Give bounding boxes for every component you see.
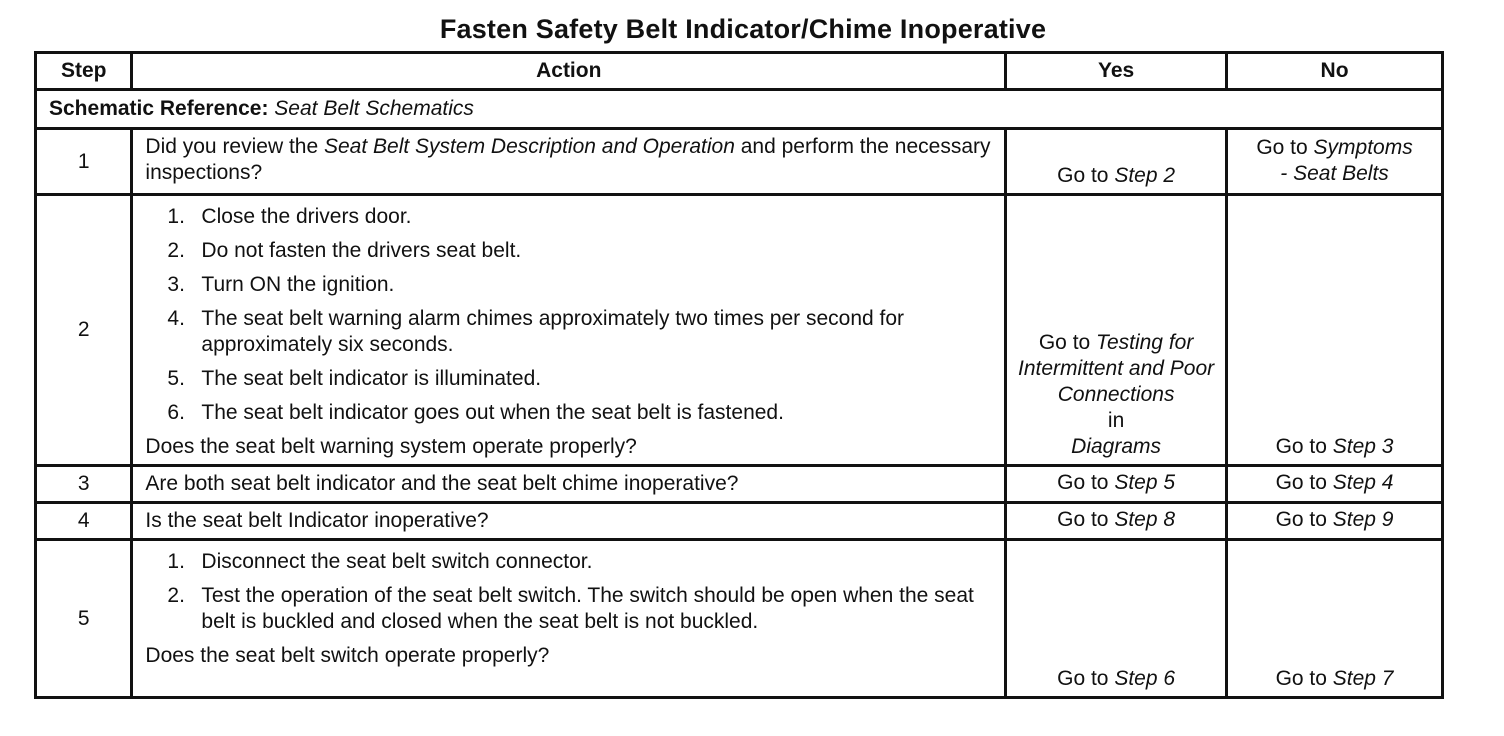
result-prefix: Go to bbox=[1057, 164, 1115, 187]
no-link[interactable]: Step 3 bbox=[1332, 435, 1394, 458]
step-action bbox=[132, 129, 1006, 195]
item-number: 2. bbox=[167, 239, 185, 262]
no-result bbox=[1227, 540, 1443, 698]
step-action bbox=[132, 195, 1006, 466]
list-item bbox=[167, 400, 994, 426]
page-title: Fasten Safety Belt Indicator/Chime Inoperative bbox=[439, 14, 1047, 44]
schematic-reference bbox=[36, 90, 1443, 129]
list-item bbox=[167, 204, 994, 230]
action-reference[interactable]: Seat Belt System Description and Operation bbox=[324, 135, 735, 158]
no-link[interactable]: Step 9 bbox=[1332, 508, 1394, 531]
result-prefix: Go to bbox=[1057, 667, 1115, 690]
result-prefix: Go to bbox=[1275, 508, 1333, 531]
result-prefix: Go to bbox=[1038, 331, 1097, 354]
list-item bbox=[167, 366, 994, 392]
step-number: 4 bbox=[36, 503, 132, 540]
step-number: 3 bbox=[36, 466, 132, 503]
action-text: and perform the necessary inspections? bbox=[145, 135, 991, 184]
step-number: 1 bbox=[36, 129, 132, 195]
item-text: The seat belt indicator is illuminated. bbox=[201, 367, 542, 390]
step-question: Does the seat belt warning system operate properly? bbox=[145, 435, 637, 458]
result-prefix: Go to bbox=[1057, 508, 1115, 531]
header-action: Action bbox=[132, 53, 1006, 90]
header-row bbox=[36, 53, 1443, 90]
no-link[interactable]: Step 7 bbox=[1332, 667, 1394, 690]
item-number: 6. bbox=[167, 401, 185, 424]
list-item bbox=[167, 583, 994, 635]
instruction-list bbox=[145, 549, 994, 635]
result-prefix: Go to bbox=[1275, 471, 1333, 494]
no-result bbox=[1227, 466, 1443, 503]
step-action: Are both seat belt indicator and the seat belt chime inoperative? bbox=[132, 466, 1006, 503]
yes-link[interactable]: Step 5 bbox=[1114, 471, 1176, 494]
list-item bbox=[167, 238, 994, 264]
table-row bbox=[36, 503, 1443, 540]
instruction-list bbox=[145, 204, 994, 426]
step-question: Does the seat belt switch operate properly? bbox=[145, 644, 550, 667]
yes-link[interactable]: Step 2 bbox=[1114, 164, 1176, 187]
list-item bbox=[167, 272, 994, 298]
table-row bbox=[36, 195, 1443, 466]
schematic-reference-label: Schematic Reference: bbox=[49, 97, 269, 120]
table-row bbox=[36, 466, 1443, 503]
result-prefix: Go to bbox=[1275, 667, 1333, 690]
list-item bbox=[167, 306, 994, 358]
yes-link[interactable]: Testing for Intermittent and Poor Connections bbox=[1018, 331, 1215, 406]
item-number: 2. bbox=[167, 584, 185, 607]
result-prefix: Go to bbox=[1057, 471, 1115, 494]
table-row bbox=[36, 129, 1443, 195]
no-result bbox=[1227, 503, 1443, 540]
yes-result bbox=[1006, 540, 1227, 698]
header-yes: Yes bbox=[1006, 53, 1227, 90]
action-text: Did you review the bbox=[145, 135, 324, 158]
step-action bbox=[132, 540, 1006, 698]
table-row bbox=[36, 540, 1443, 698]
yes-link[interactable]: Step 8 bbox=[1114, 508, 1176, 531]
item-text: Close the drivers door. bbox=[201, 205, 412, 228]
header-step: Step bbox=[36, 53, 132, 90]
item-number: 1. bbox=[167, 205, 185, 228]
no-link[interactable]: Step 4 bbox=[1332, 471, 1394, 494]
list-item bbox=[167, 549, 994, 575]
step-action: Is the seat belt Indicator inoperative? bbox=[132, 503, 1006, 540]
no-result bbox=[1227, 195, 1443, 466]
item-number: 4. bbox=[167, 307, 185, 330]
yes-result bbox=[1006, 466, 1227, 503]
result-prefix: Go to bbox=[1275, 435, 1333, 458]
yes-result bbox=[1006, 129, 1227, 195]
step-number: 5 bbox=[36, 540, 132, 698]
schematic-reference-row bbox=[36, 90, 1443, 129]
yes-result bbox=[1006, 503, 1227, 540]
item-text: Do not fasten the drivers seat belt. bbox=[201, 239, 522, 262]
no-result bbox=[1227, 129, 1443, 195]
item-text: The seat belt warning alarm chimes approximately two times per second for approximately six seconds. bbox=[201, 307, 905, 356]
result-in: in bbox=[1107, 409, 1125, 432]
result-prefix: Go to bbox=[1256, 135, 1314, 159]
item-text: Turn ON the ignition. bbox=[201, 273, 395, 296]
no-link-continued[interactable]: - Seat Belts bbox=[1280, 161, 1389, 185]
yes-link-section[interactable]: Diagrams bbox=[1071, 435, 1162, 458]
step-number: 2 bbox=[36, 195, 132, 466]
schematic-reference-link[interactable]: Seat Belt Schematics bbox=[274, 97, 474, 120]
item-number: 1. bbox=[167, 550, 185, 573]
item-number: 3. bbox=[167, 273, 185, 296]
item-text: Test the operation of the seat belt switch. The switch should be open when the seat belt is buckled and closed when the seat belt is not buckled. bbox=[201, 584, 974, 633]
item-text: Disconnect the seat belt switch connector. bbox=[201, 550, 593, 573]
item-number: 5. bbox=[167, 367, 185, 390]
item-text: The seat belt indicator goes out when the seat belt is fastened. bbox=[201, 401, 784, 424]
diagnostic-table bbox=[34, 51, 1444, 699]
header-no: No bbox=[1227, 53, 1443, 90]
yes-link[interactable]: Step 6 bbox=[1114, 667, 1176, 690]
yes-result bbox=[1006, 195, 1227, 466]
no-link[interactable]: Symptoms bbox=[1313, 135, 1413, 159]
